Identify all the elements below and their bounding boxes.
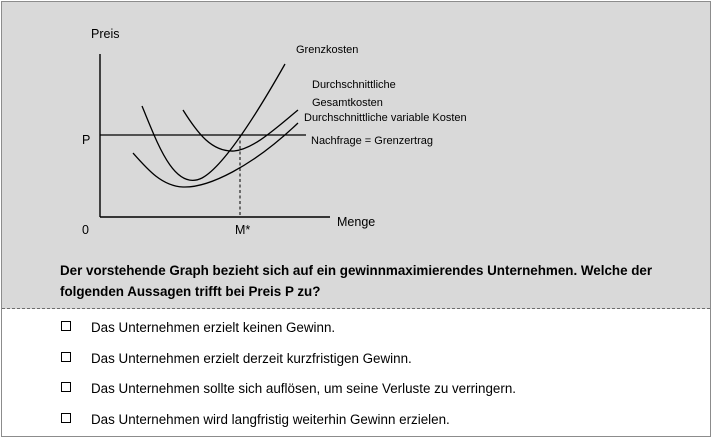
y-axis-label: Preis <box>91 27 120 41</box>
average-total-cost-curve <box>183 110 298 151</box>
average-variable-cost-curve <box>133 123 298 187</box>
marginal-cost-label: Grenzkosten <box>296 44 359 56</box>
origin-label: 0 <box>82 223 89 237</box>
checkbox[interactable] <box>61 321 71 331</box>
option-label: Das Unternehmen erzielt keinen Gewinn. <box>91 320 336 335</box>
checkbox[interactable] <box>61 382 71 392</box>
average-total-cost-label-2: Gesamtkosten <box>312 97 383 109</box>
graph-panel <box>2 2 710 309</box>
option-label: Das Unternehmen sollte sich auflösen, um seine Verluste zu verringern. <box>91 381 516 397</box>
quantity-label: M* <box>235 223 251 237</box>
average-variable-cost-label: Durchschnittliche variable Kosten <box>304 112 467 124</box>
marginal-cost-curve <box>142 64 285 180</box>
average-total-cost-label-1: Durchschnittliche <box>312 79 396 91</box>
checkbox[interactable] <box>61 352 71 362</box>
demand-label: Nachfrage = Grenzertrag <box>311 135 433 147</box>
price-label: P <box>82 133 91 147</box>
question-text: Der vorstehende Graph bezieht sich auf ein gewinnmaximierendes Unternehmen. Welche der folgenden Aussagen trifft bei Preis P zu? <box>60 263 653 299</box>
option-label: Das Unternehmen erzielt derzeit kurzfristigen Gewinn. <box>91 350 412 366</box>
checkbox[interactable] <box>61 413 71 423</box>
question-card <box>1 1 711 437</box>
option-label: Das Unternehmen wird langfristig weiterhin Gewinn erzielen. <box>91 412 450 428</box>
x-axis-label: Menge <box>337 215 376 229</box>
